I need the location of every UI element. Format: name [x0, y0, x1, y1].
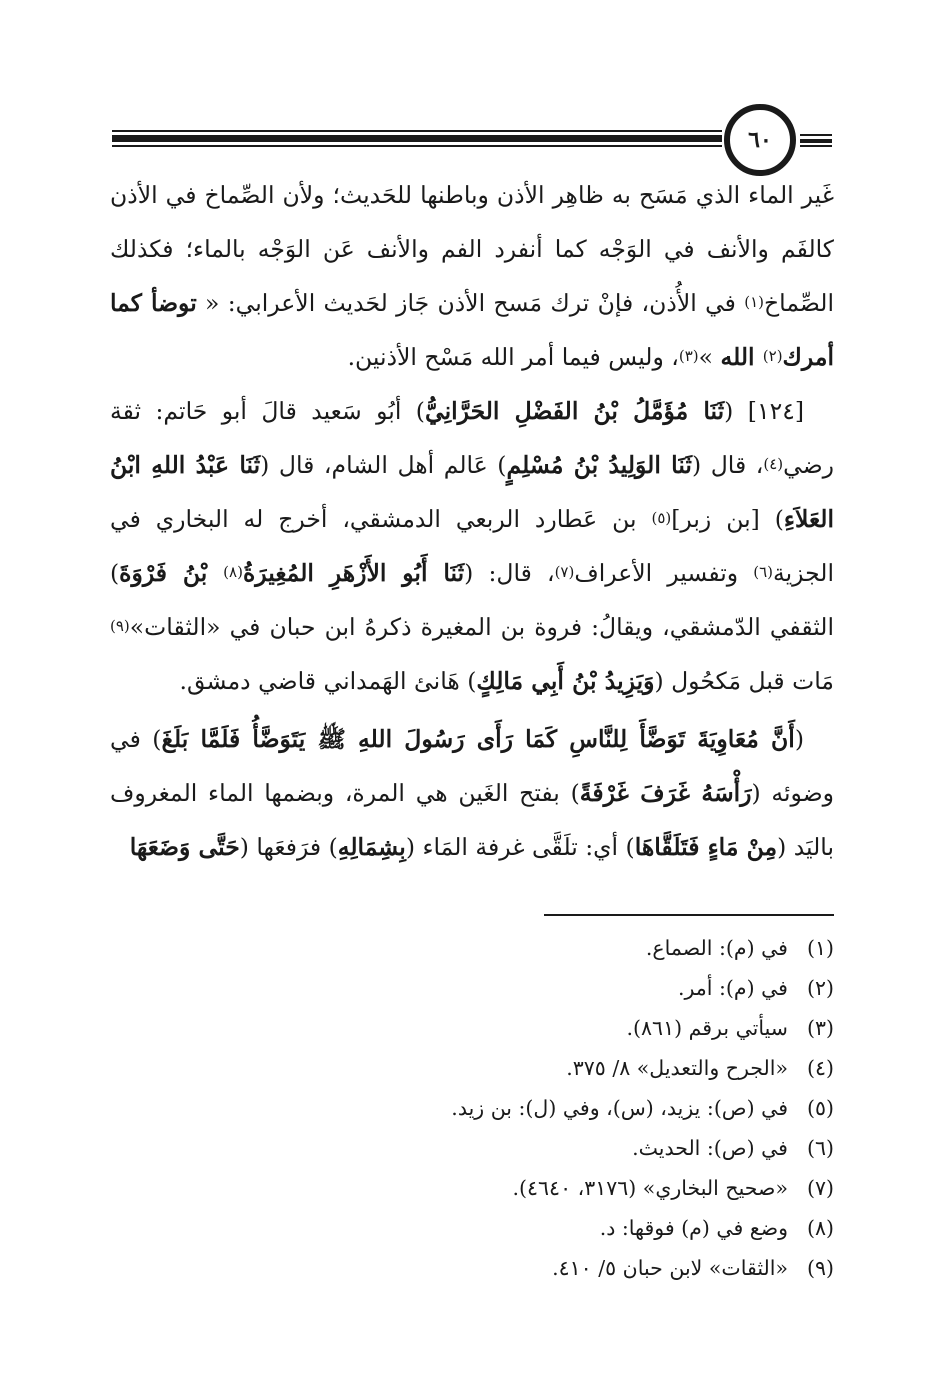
footnote-text: في (ص): يزيد، (س)، وفي (ل): بن زيد.: [451, 1096, 788, 1120]
text-run: [١٢٤] (: [724, 397, 804, 425]
footnote-number: (٦): [806, 1136, 834, 1160]
footnote-ref: (٧): [554, 563, 575, 581]
footnote-number: (٣): [806, 1016, 834, 1040]
footnote-number: (٧): [806, 1176, 834, 1200]
bold-quote: مِنْ مَاءٍ فَتَلَقَّاهَا: [634, 833, 778, 861]
text-run: ، وليس فيما أمر الله مَسْح الأذنين.: [347, 343, 679, 371]
footnote-ref: (٣): [678, 347, 699, 365]
page-header: [112, 104, 832, 178]
text-run: »: [698, 343, 721, 371]
text-run: غَير الماء الذي مَسَح به ظاهِر الأذن وباطنها للحَديث؛ ولأن الصِّماخ في الأذن كالفَم والأنف في الوَجْه كما أنفرد الفم والأنف عَن الوَجْه بالماء؛ فكذلك الصِّماخ: [110, 181, 834, 317]
text-run: ، قال (: [691, 451, 764, 479]
footnote-ref: (٩): [110, 617, 130, 635]
footnote-number: (٩): [806, 1256, 834, 1280]
footnote-item: [300, 1008, 834, 1048]
footnote-number: (٥): [806, 1096, 834, 1120]
text-run: وتفسير الأعراف: [574, 559, 754, 587]
footnote-number: (٨): [806, 1216, 834, 1240]
page-number: ٦٠: [724, 104, 796, 176]
text-run: بن عَطارد الربعي الدمشقي، أخرج له البخاري في الجزية: [110, 505, 834, 587]
text-run: ) فرَفعَها (: [239, 833, 338, 861]
footnote-number: (٢): [806, 976, 834, 1000]
footnote-item: [300, 1128, 834, 1168]
paragraph: [110, 168, 834, 384]
text-run: ) [بن زبر]: [671, 505, 784, 533]
text-run: ) بفتح الغَين هي المرة، وبضمها الماء المغروف باليَد (: [110, 779, 834, 861]
footnote-text: في (م): أمر.: [677, 976, 788, 1000]
footnote-item: [300, 1048, 834, 1088]
bold-quote: ثَنَا عَبْدُ اللهِ ابْنُ العَلاَءِ: [110, 451, 834, 533]
footnote-text: في (ص): الحديث.: [632, 1136, 788, 1160]
text-run: ، قال: (: [464, 559, 555, 587]
text-run: ) أي: تلَقَّى غرفة المَاء (: [405, 833, 635, 861]
footnote-ref: (٥): [651, 509, 672, 527]
footnote-number: (٤): [806, 1056, 834, 1080]
footnote-item: [300, 1248, 834, 1288]
paragraph: [110, 384, 834, 708]
footnote-item: [300, 1208, 834, 1248]
footnote-item: [300, 968, 834, 1008]
text-run: ) أبُو سَعيد قالَ أبو حَاتم: ثقة رضي: [110, 397, 835, 479]
bold-quote: بْنُ فَرْوَةَ: [119, 559, 224, 587]
text-run: ) عَالم أهل الشام، قال (: [260, 451, 507, 479]
footnote-text: سيأتي برقم (٨٦١).: [626, 1016, 788, 1040]
footnote-ref: (٦): [753, 563, 774, 581]
paragraph: [110, 712, 834, 874]
footnote-text: وضع في (م) فوقها: د.: [599, 1216, 788, 1240]
footnotes-list: [300, 928, 834, 1288]
footnote-ref: (١): [744, 293, 765, 311]
footnote-item: [300, 928, 834, 968]
footnote-text: في (م): الصماع.: [645, 936, 788, 960]
bold-quote: رَأْسَهُ غَرَفَ غَرْفَةً: [579, 779, 752, 807]
text-run: (: [794, 725, 804, 753]
text-run: ) الثقفي الدّمشقي، ويقالُ: فروة بن المغيرة ذكرهُ ابن حبان في «الثقات»: [110, 559, 834, 641]
footnote-text: «الجرح والتعديل» ٨/ ٣٧٥.: [566, 1056, 788, 1080]
bold-quote: الله: [720, 343, 763, 371]
bold-quote: ثَنَا مُؤَمَّلُ بْنُ الفَضْلِ الحَرَّانِيُّ: [424, 397, 725, 425]
bold-quote: توضأ كما أمرك: [110, 289, 834, 371]
text-run: ) هَانئ الهَمداني قاضي دمشق.: [179, 667, 477, 695]
footnote-ref: (٨): [223, 563, 243, 581]
text-run: مَات قبل مَكحُول (: [654, 667, 834, 695]
bold-quote: أَنَّ مُعَاوِيَةَ تَوَضَّأَ لِلنَّاسِ كَمَا رَأَى رَسُولَ اللهِ ﷺ يَتَوَضَّأُ فَلَمَّا بَلَغَ: [161, 725, 795, 753]
text-run: ) في وضوئه (: [110, 725, 835, 807]
footnote-separator: [544, 914, 834, 916]
footnote-item: [300, 1088, 834, 1128]
text-run: في الأُذن، فإنْ ترك مَسح الأذن جَاز لحَديث الأعرابي: «: [196, 289, 745, 317]
bold-quote: ثَنَا أَبُو الأَزْهَرِ المُغِيرَةُ: [242, 559, 465, 587]
footnote-ref: (٤): [763, 455, 784, 473]
footnote-text: «الثقات» لابن حبان ٥/ ٤١٠.: [552, 1256, 788, 1280]
main-text: [110, 168, 834, 874]
header-rule-end: [800, 134, 832, 148]
footnote-ref: (٢): [762, 347, 783, 365]
header-rule: [112, 130, 722, 152]
bold-quote: بِشِمَالِهِ: [337, 833, 406, 861]
bold-quote: ثَنَا الوَلِيدُ بْنُ مُسْلِمٍ: [506, 451, 692, 479]
bold-quote: وَيَزِيدُ بْنُ أَبِي مَالِكٍ: [476, 667, 655, 695]
footnote-item: [300, 1168, 834, 1208]
bold-quote: حَتَّى وَضَعَهَا: [129, 833, 240, 861]
footnote-number: (١): [806, 936, 834, 960]
footnote-text: «صحيح البخاري» (٣١٧٦، ٤٦٤٠).: [512, 1176, 788, 1200]
